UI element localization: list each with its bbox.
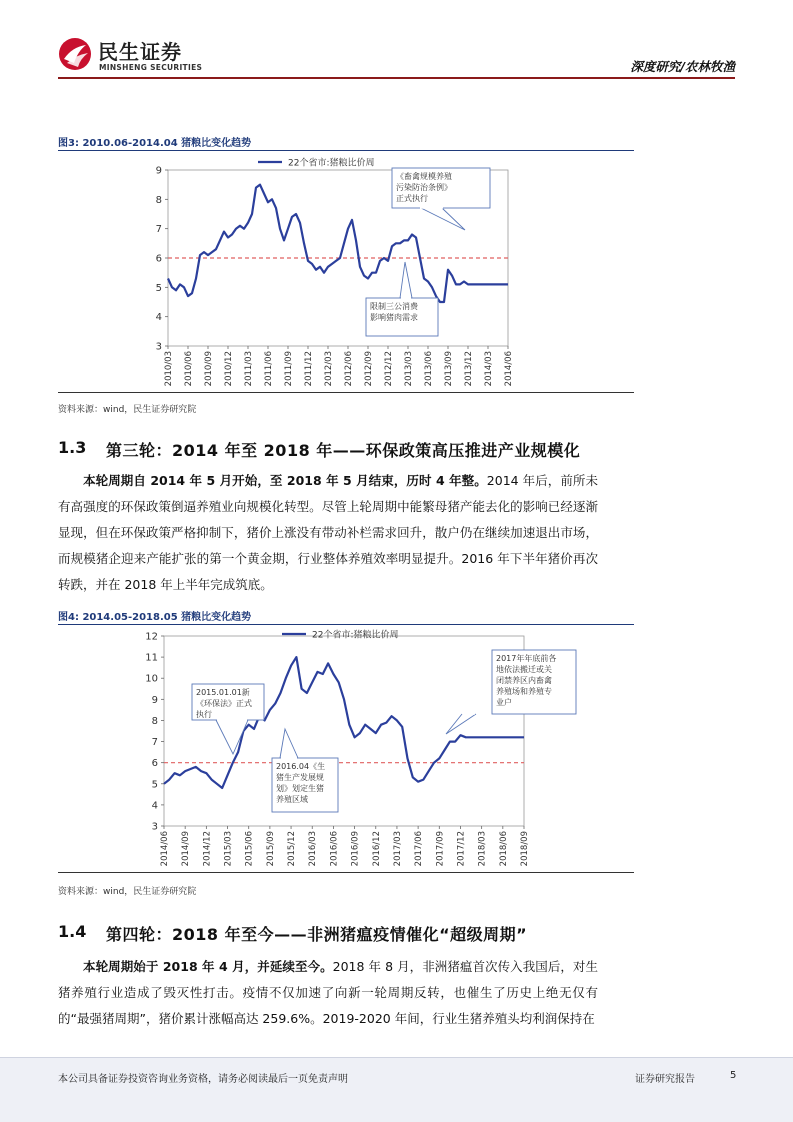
y-tick-label: 5 — [155, 282, 162, 294]
y-tick-label: 12 — [145, 631, 158, 643]
figure-3-bottom-rule — [58, 392, 634, 393]
brand-name-en: MINSHENG SECURITIES — [99, 63, 203, 72]
header-divider — [58, 77, 735, 79]
annotation-text: 养殖区域 — [276, 795, 308, 804]
section-1-3-paragraph — [58, 468, 598, 598]
x-tick-label: 2013/03 — [404, 351, 414, 387]
annotation-pointer — [446, 714, 476, 734]
legend-label: 22个省市:猪粮比价周 — [288, 158, 375, 169]
x-tick-label: 2014/12 — [202, 831, 213, 867]
annotation-pointer — [216, 720, 248, 754]
chart-frame — [164, 636, 524, 826]
annotation-text: 地依法搬迁或关 — [496, 665, 552, 674]
y-tick-label: 8 — [151, 715, 158, 727]
section-1-4-body: 2018 年 8 月，非洲猪瘟首次传入我国后，对生猪养殖行业造成了毁灭性打击。疫情不仅加速了向新一轮周期反转，也催生了历史上绝无仅有的“最强猪周期”，猪价累计涨幅高达 259.6%。2019-2020 年间，行业生猪养殖头均利润保持在 — [58, 959, 598, 1026]
x-tick-label: 2011/03 — [244, 351, 254, 387]
x-tick-label: 2016/03 — [308, 831, 319, 867]
x-tick-label: 2016/09 — [350, 831, 361, 867]
annotation-text: 2017年年底前各 — [496, 654, 557, 663]
x-tick-label: 2010/12 — [224, 351, 234, 387]
y-tick-label: 10 — [145, 673, 158, 685]
x-tick-label: 2011/12 — [304, 351, 314, 387]
x-tick-label: 2017/03 — [392, 831, 403, 867]
legend-label: 22个省市:猪粮比价周 — [312, 630, 399, 641]
annotation-text: 划》划定生猪 — [276, 784, 324, 793]
x-tick-label: 2010/06 — [184, 351, 194, 387]
x-tick-label: 2016/06 — [329, 831, 340, 867]
footer-divider — [0, 1057, 793, 1058]
x-tick-label: 2014/09 — [181, 831, 192, 867]
y-tick-label: 8 — [155, 194, 162, 206]
x-tick-label: 2012/03 — [324, 351, 334, 387]
x-tick-label: 2018/06 — [498, 831, 509, 867]
section-1-3-number: 1.3 — [58, 438, 87, 457]
x-tick-label: 2018/09 — [520, 831, 530, 867]
x-tick-label: 2010/09 — [204, 351, 214, 387]
annotation-text: 2015.01.01新 — [196, 688, 250, 697]
section-1-4-lead: 本轮周期始于 2018 年 4 月，并延续至今。 — [83, 959, 333, 974]
section-1-3-title: 第三轮：2014 年至 2018 年——环保政策高压推进产业规模化 — [106, 441, 581, 460]
annotation-pointer — [400, 262, 412, 298]
y-tick-label: 11 — [145, 652, 158, 664]
x-tick-label: 2015/12 — [287, 831, 298, 867]
figure-3-chart — [130, 150, 530, 390]
annotation-text: 业户 — [496, 698, 512, 707]
annotation-pointer — [280, 729, 298, 758]
x-tick-label: 2014/06 — [504, 351, 514, 387]
figure-3-caption: 图3: 2010.06-2014.04 猪粮比变化趋势 — [58, 138, 252, 149]
section-1-4-number: 1.4 — [58, 922, 87, 941]
y-tick-label: 7 — [151, 737, 158, 749]
figure-4-bottom-rule — [58, 872, 634, 873]
figure-4-source: 资料来源：wind，民生证券研究院 — [58, 887, 197, 897]
y-tick-label: 6 — [151, 758, 158, 770]
x-tick-label: 2012/06 — [344, 351, 354, 387]
annotation-text: 《环保法》正式 — [196, 699, 252, 708]
x-tick-label: 2015/06 — [244, 831, 255, 867]
annotation-text: 养殖场和养殖专 — [496, 687, 552, 696]
x-tick-label: 2011/09 — [284, 351, 294, 387]
x-tick-label: 2010/03 — [164, 351, 174, 387]
x-tick-label: 2017/09 — [435, 831, 446, 867]
x-tick-label: 2011/06 — [264, 351, 274, 387]
annotation-text: 猪生产发展规 — [276, 773, 324, 782]
x-tick-label: 2015/03 — [223, 831, 234, 867]
annotation-text: 《畜禽规模养殖 — [396, 172, 452, 181]
x-tick-label: 2014/03 — [484, 351, 494, 387]
page-number: 5 — [730, 1070, 737, 1081]
x-tick-label: 2016/12 — [371, 831, 382, 867]
brand-name-cn: 民生证券 — [98, 40, 182, 64]
y-tick-label: 7 — [155, 224, 162, 236]
y-tick-label: 9 — [151, 694, 158, 706]
x-tick-label: 2014/06 — [160, 831, 170, 867]
footer-disclaimer: 本公司具备证券投资咨询业务资格，请务必阅读最后一页免责声明 — [58, 1074, 348, 1085]
y-tick-label: 9 — [155, 165, 162, 177]
x-tick-label: 2017/06 — [414, 831, 425, 867]
x-tick-label: 2012/09 — [364, 351, 374, 387]
annotation-text: 正式执行 — [396, 194, 428, 203]
y-tick-label: 5 — [151, 779, 158, 791]
x-tick-label: 2013/12 — [464, 351, 474, 387]
y-tick-label: 4 — [155, 312, 162, 324]
y-tick-label: 3 — [155, 341, 162, 353]
annotation-text: 闭禁养区内畜禽 — [496, 676, 552, 685]
y-tick-label: 4 — [151, 800, 158, 812]
annotation-text: 污染防治条例》 — [396, 183, 452, 192]
x-tick-label: 2013/06 — [424, 351, 434, 387]
report-type: 深度研究/农林牧渔 — [630, 59, 735, 74]
figure-4-caption: 图4: 2014.05-2018.05 猪粮比变化趋势 — [58, 612, 252, 623]
annotation-text: 限制三公消费 — [370, 302, 418, 311]
x-tick-label: 2013/09 — [444, 351, 454, 387]
annotation-pointer — [421, 208, 465, 230]
annotation-text: 影响猪肉需求 — [370, 313, 418, 322]
footer-label: 证券研究报告 — [635, 1074, 695, 1085]
x-tick-label: 2012/12 — [384, 351, 394, 387]
y-tick-label: 6 — [155, 253, 162, 265]
figure-4-chart — [130, 624, 557, 869]
footer-bar — [0, 1057, 793, 1122]
annotation-text: 2016.04《生 — [276, 762, 326, 771]
section-1-3-body: 2014 年后，前所未有高强度的环保政策倒逼养殖业向规模化转型。尽管上轮周期中能繁母猪产能去化的影响已经逐渐显现，但在环保政策严格抑制下，猪价上涨没有带动补栏需求回升，散户仍在继续加速退出市场，而规模猪企迎来产能扩张的第一个黄金期，行业整体养殖效率明显提升。2016 年下半年猪价再次转跌，并在 2018 年上半年完成筑底。 — [58, 473, 598, 592]
y-tick-label: 3 — [151, 821, 158, 833]
section-1-4-title: 第四轮：2018 年至今——非洲猪瘟疫情催化“超级周期” — [106, 925, 528, 944]
annotation-text: 执行 — [196, 710, 212, 719]
section-1-3-lead: 本轮周期自 2014 年 5 月开始，至 2018 年 5 月结束，历时 4 年整。 — [83, 473, 487, 488]
section-1-4-paragraph — [58, 954, 598, 1032]
x-tick-label: 2018/03 — [477, 831, 488, 867]
figure-3-source: 资料来源：wind，民生证券研究院 — [58, 405, 197, 415]
x-tick-label: 2015/09 — [265, 831, 276, 867]
x-tick-label: 2017/12 — [456, 831, 467, 867]
minsheng-logo-icon — [58, 37, 92, 71]
